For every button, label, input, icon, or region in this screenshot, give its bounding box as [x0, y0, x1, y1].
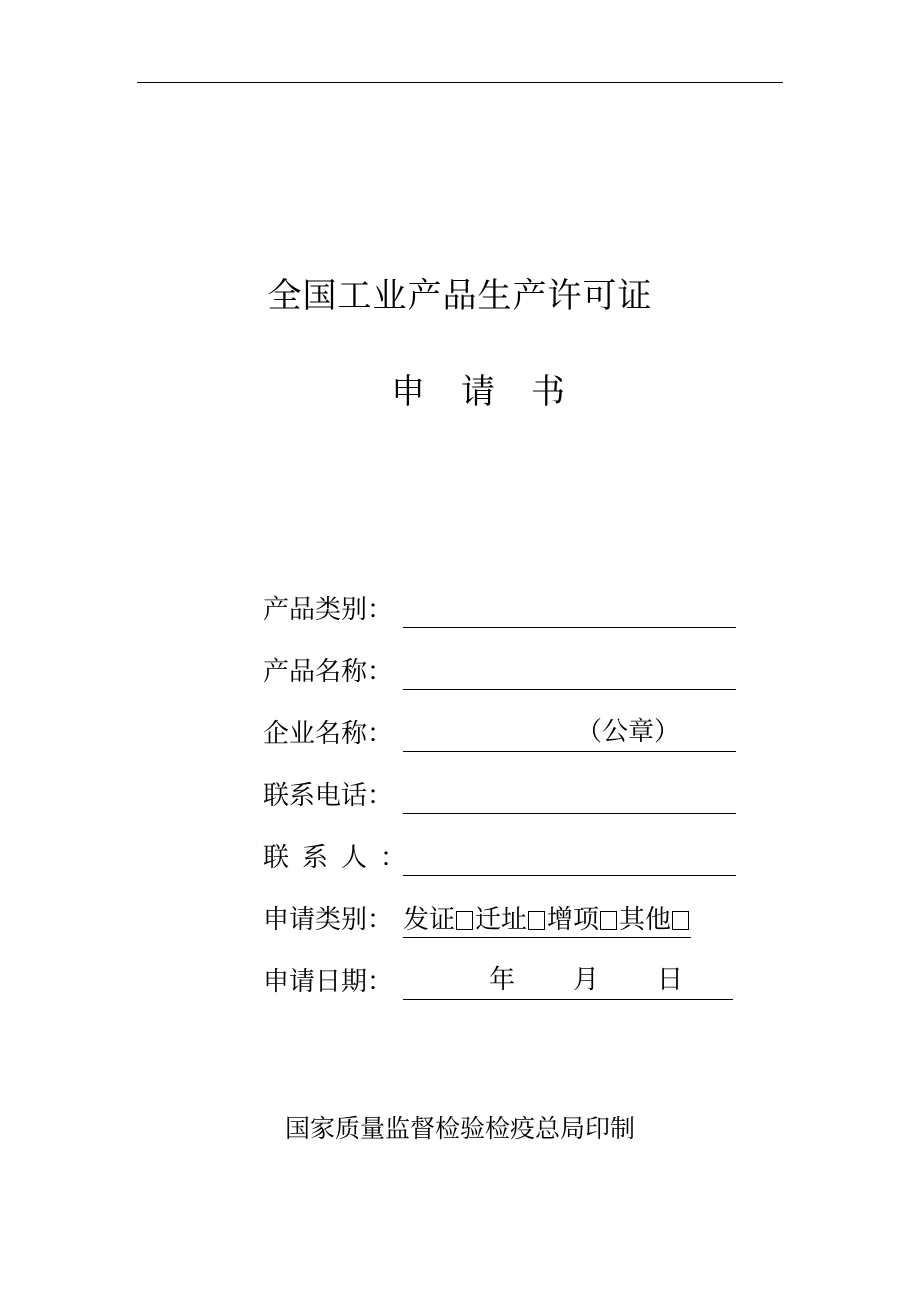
application-type-label: 申请类别：	[263, 905, 394, 935]
contact-label: 联系人：	[263, 843, 407, 873]
date-month-label: 月	[573, 965, 600, 995]
row-application-type	[263, 876, 743, 938]
row-contact	[263, 814, 743, 876]
top-horizontal-rule	[137, 82, 783, 83]
option-other-checkbox[interactable]	[672, 911, 689, 930]
option-relocate-checkbox[interactable]	[528, 911, 545, 930]
option-other-label: 其他	[619, 905, 672, 935]
application-type-options	[403, 903, 691, 938]
date-year-label: 年	[489, 965, 516, 995]
option-issue-checkbox[interactable]	[456, 911, 473, 930]
row-company-name	[263, 690, 743, 752]
company-seal-note: （公章）	[576, 717, 681, 747]
contact-field[interactable]	[403, 841, 736, 876]
row-product-name	[263, 628, 743, 690]
option-relocate-label: 迁址	[475, 905, 528, 935]
date-day-label: 日	[657, 965, 684, 995]
application-date-field[interactable]	[403, 965, 733, 1000]
issuer-footer: 国家质量监督检验检疫总局印制	[284, 1114, 635, 1143]
phone-field[interactable]	[403, 779, 736, 814]
row-product-category	[263, 566, 743, 628]
phone-label: 联系电话：	[263, 781, 394, 811]
application-form	[263, 566, 743, 1000]
row-phone	[263, 752, 743, 814]
option-add-item-label: 增项	[547, 905, 600, 935]
row-application-date	[263, 938, 743, 1000]
product-category-label: 产品类别：	[263, 595, 394, 625]
company-name-field[interactable]	[403, 717, 736, 752]
product-name-label: 产品名称：	[263, 657, 394, 687]
option-add-item-checkbox[interactable]	[600, 911, 617, 930]
product-category-field[interactable]	[403, 593, 736, 628]
product-name-field[interactable]	[403, 655, 736, 690]
document-subtitle: 申请书	[391, 372, 601, 412]
application-date-label: 申请日期：	[263, 967, 394, 997]
document-title: 全国工业产品生产许可证	[267, 276, 653, 316]
option-issue-label: 发证	[403, 905, 456, 935]
company-name-label: 企业名称：	[263, 719, 394, 749]
